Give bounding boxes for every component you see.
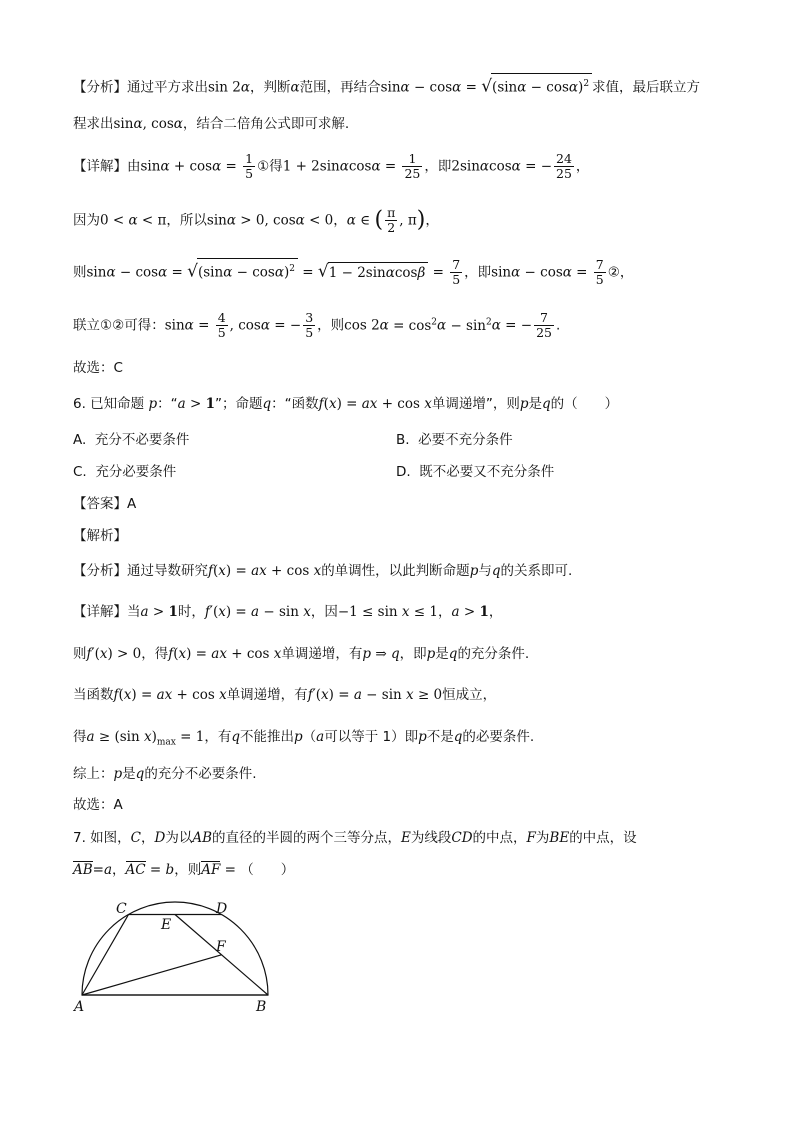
- q6-detail-line-2: 则f′(x) > 0，得f(x) = ax + cos x单调递增，有p ⇒ q，即p是q的充分条件.: [73, 646, 530, 662]
- q5-analysis-line-1: 【分析】通过平方求出sin 2α，判断α范围，再结合$\sin\alpha - \cos\alpha = √(\sin\alpha - \cos\alpha)^2$ 求值，最后联立方: [73, 73, 700, 98]
- q5-reason-line: 因为0 < α < π，所以sinα > 0, cosα < 0，α ∈ ( $\frac{\pi}{2}$ , π)，: [73, 205, 439, 235]
- q6-analysis-line: 【分析】通过导数研究f(x) = ax + cos x的单调性，以此判断命题p与q的关系即可.: [73, 563, 573, 579]
- q6-jiexi-label: 【解析】: [73, 528, 127, 544]
- q6-summary: 综上：p是q的充分不必要条件.: [73, 766, 257, 782]
- q6-option-d: D. 既不必要又不充分条件: [396, 464, 555, 480]
- q6-option-b: B. 必要不充分条件: [396, 432, 513, 448]
- q6-stem: 6. 已知命题 p：“a > 1”；命题q：“函数f(x) = ax + cos x单调递增”，则p是q的（ ）: [73, 396, 619, 412]
- semicircle-figure: [70, 895, 290, 1020]
- q7-stem-line-1: 7. 如图，C，D为以AB的直径的半圆的两个三等分点，E为线段CD的中点，F为BE的中点，设: [73, 830, 637, 846]
- label-f: F: [216, 939, 226, 955]
- label-e: E: [161, 917, 172, 933]
- q6-answer: 故选：A: [73, 797, 123, 813]
- q6-answer-label: 【答案】A: [73, 496, 137, 512]
- q6-option-a: A. 充分不必要条件: [73, 432, 190, 448]
- q5-detail-line-1: 【详解】由sinα + cosα = $\frac{1}{5}$ ①得1 + 2sinαcosα = $\frac{1}{25}$ ，即2sinαcosα = − $\frac{24}{25}$ ，: [73, 151, 590, 181]
- label-c: C: [116, 901, 127, 917]
- q5-answer: 故选：C: [73, 360, 123, 376]
- segment-af: [82, 955, 222, 995]
- q5-combine-line: 联立①②可得：sinα = $\frac{4}{5}$ , cosα = − $\frac{3}{5}$ ，则$\cos 2\alpha = \cos^2\alpha - \sin^2\alpha$ = − $\frac{7}{25}$ .: [73, 310, 561, 340]
- semicircle-arc: [82, 902, 268, 995]
- q6-detail-line-4: 得a ≥ (sin $x)_{max} = 1$，有q不能推出p（a可以等于 1）即p不是q的必要条件.: [73, 729, 535, 748]
- q6-detail-line-3: 当函数f(x) = ax + cos x单调递增，有f′(x) = a − sin x ≥ 0恒成立，: [73, 687, 497, 703]
- label-b: B: [256, 999, 267, 1015]
- q7-stem-line-2: AB=a，AC = b，则AF = （ ）: [73, 862, 295, 878]
- segment-ac: [82, 915, 129, 996]
- q6-option-c: C. 充分必要条件: [73, 464, 177, 480]
- q5-analysis-line-2: 程求出sinα, cosα，结合二倍角公式即可求解.: [73, 116, 350, 132]
- q6-detail-line-1: 【详解】当a > 1时，f′(x) = a − sin x，因−1 ≤ sin x ≤ 1，a > 1，: [73, 604, 503, 620]
- label-d: D: [216, 901, 228, 917]
- label-a: A: [74, 999, 85, 1015]
- q5-then-line: 则$\sin\alpha - \cos\alpha = √(\sin\alpha - \cos\alpha)^2 = √1 - 2\sin\alpha\cos\beta$ = $\frac{7}{5}$ ，即sinα − cosα = $\frac{7}{5}$ ②，: [73, 257, 634, 287]
